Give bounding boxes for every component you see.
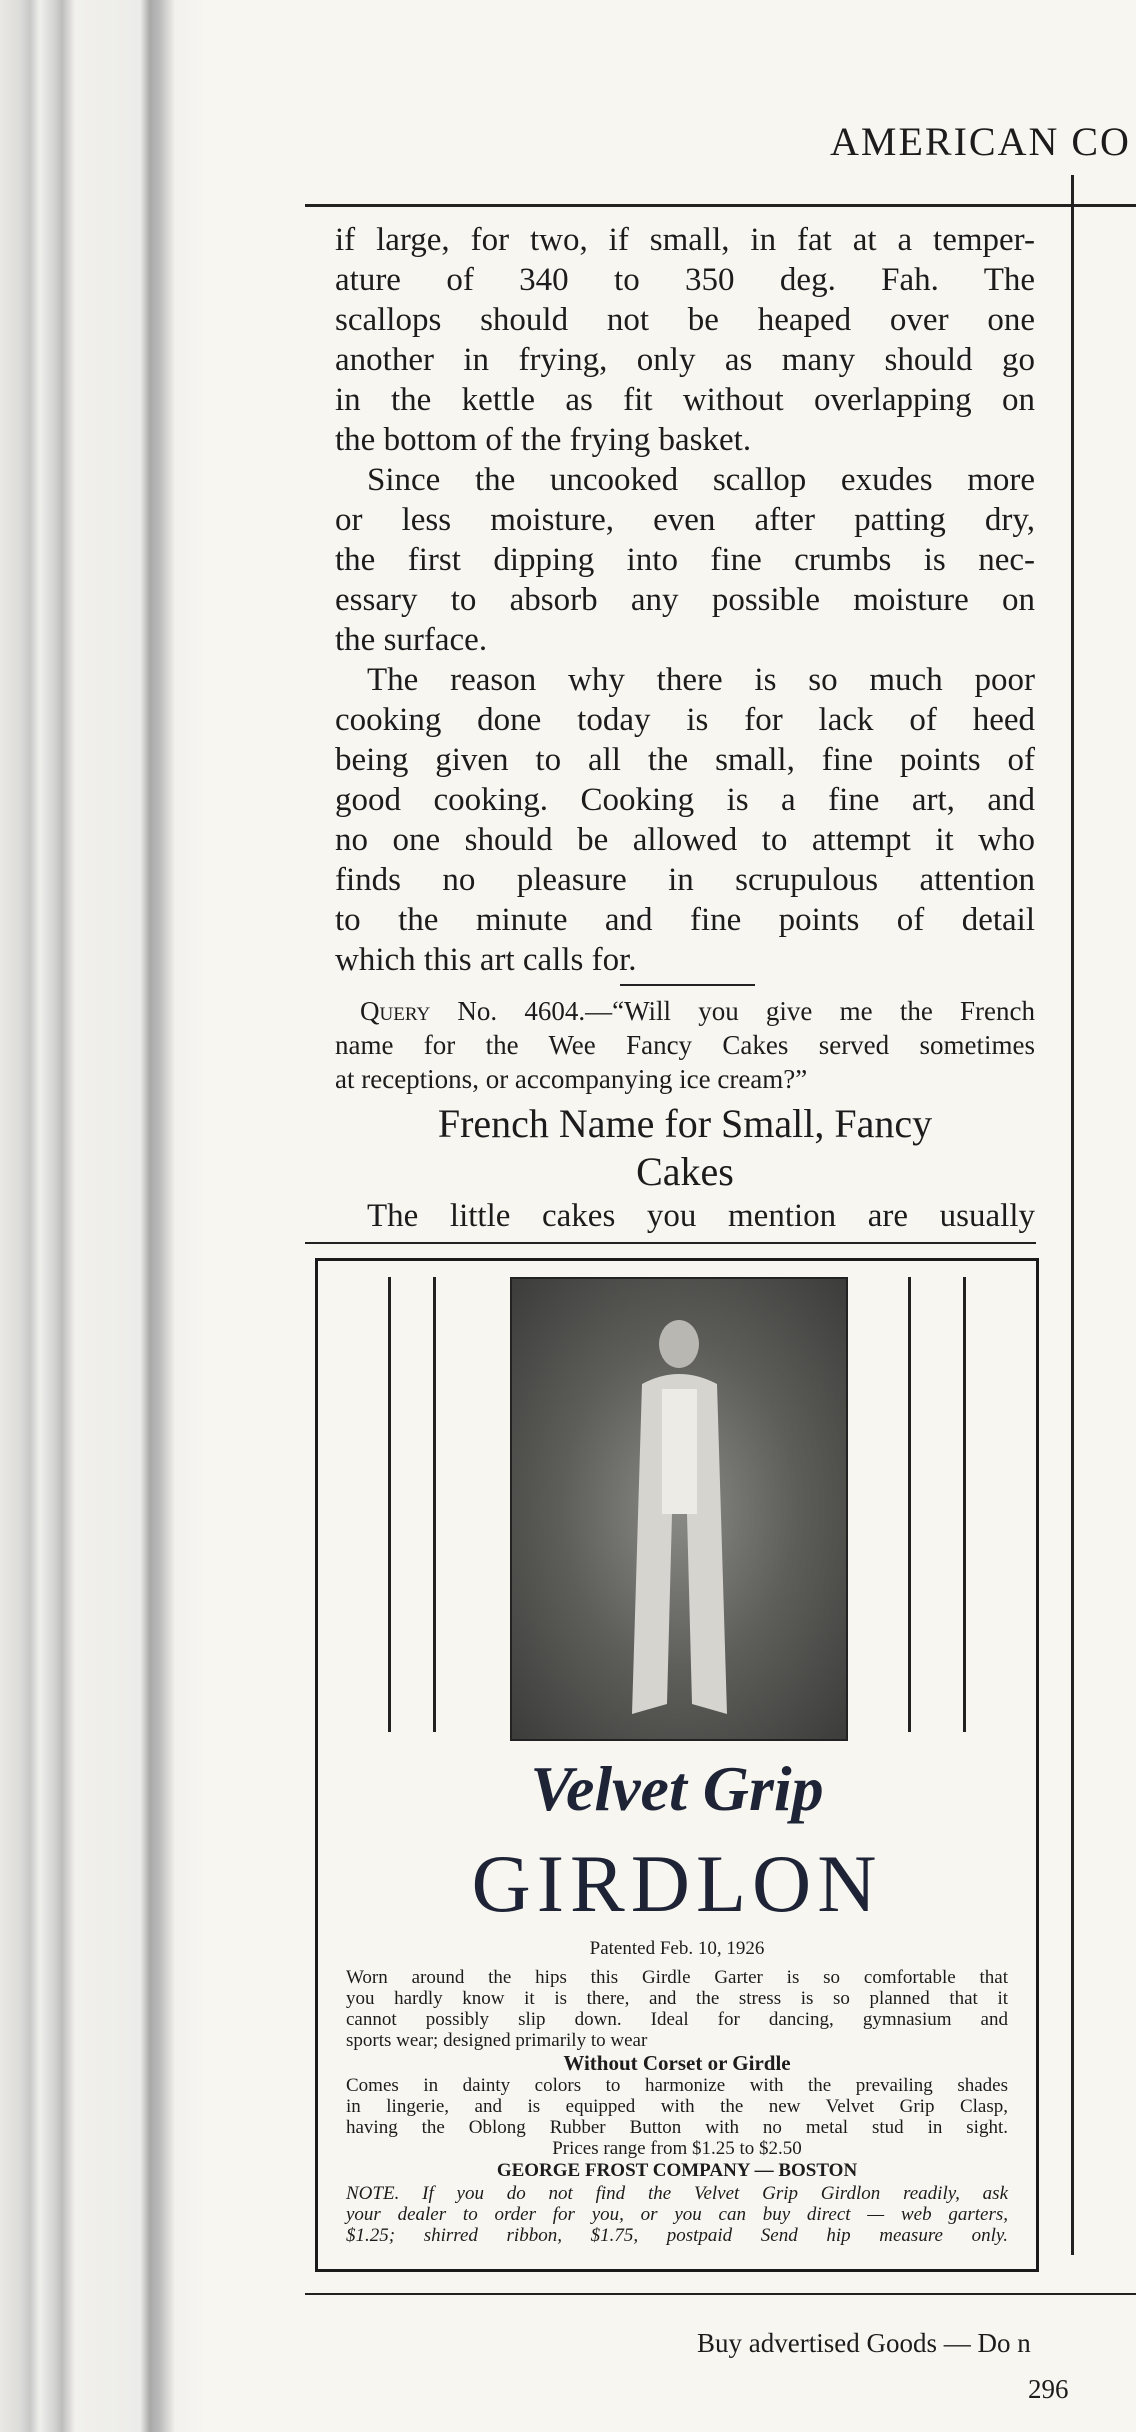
article-line: Since the uncooked scallop exudes more (367, 462, 1035, 498)
article-line: finds no pleasure in scrupulous attention (335, 862, 1035, 898)
article-line: another in frying, only as many should go (335, 342, 1035, 378)
article-line: good cooking. Cooking is a fine art, and (335, 782, 1035, 818)
article-line: being given to all the small, fine points of (335, 742, 1035, 778)
footer-rule (305, 2293, 1136, 2295)
article-line: ature of 340 to 350 deg. Fah. The (335, 262, 1035, 298)
article-line: the bottom of the frying basket. (335, 422, 752, 458)
decorative-line (433, 1277, 436, 1732)
article-line: or less moisture, even after patting dry, (335, 502, 1035, 538)
ad-prices: Prices range from $1.25 to $2.50 (552, 2138, 802, 2159)
ad-top-rule (305, 1242, 1036, 1244)
header-rule (305, 204, 1136, 207)
woman-figure-illustration (632, 1314, 727, 1724)
query-line: name for the Wee Fancy Cakes served sometimes (335, 1030, 1035, 1060)
article-line: if large, for two, if small, in fat at a temper- (335, 222, 1035, 258)
ad-emphasis: Without Corset or Girdle (563, 2051, 791, 2075)
footer-slogan: Buy advertised Goods — Do n (697, 2328, 1031, 2358)
article-line: scallops should not be heaped over one (335, 302, 1035, 338)
query-label: Query (360, 996, 431, 1026)
article-line: which this art calls for. (335, 942, 637, 978)
column-rule (1071, 175, 1074, 2255)
model-photo (510, 1277, 848, 1741)
ad-copy: Worn around the hips this Girdle Garter is so comfortable that you hardly know it is there, and the stress is so planned that it cannot possibly slip down. Ideal for dancing, gymnasium and sports wear; designed primarily to wear Without Corset or Girdle Comes in dainty colors to harmonize with the prevailing shades in lingerie, and is equipped with the new Velvet Grip Clasp, having the Oblong Rubber Button with no metal stud in sight. Prices range from $1.25 to $2.50 GEORGE FROST COMPANY — BOSTON NOTE. If you do not find the Velvet Grip Girdlon readily, ask your dealer to order for you, or you can buy direct — web garters, $1.25; shirred ribbon, $1.75, postpaid Send hip measure only. (346, 1967, 1008, 2246)
book-page-edges (0, 0, 205, 2432)
decorative-line (963, 1277, 966, 1732)
girdlon-advertisement (315, 1258, 1039, 2272)
decorative-line (388, 1277, 391, 1732)
article-line: no one should be allowed to attempt it who (335, 822, 1035, 858)
patent-date: Patented Feb. 10, 1926 (589, 1938, 765, 1959)
running-header: AMERICAN CO (830, 119, 1131, 164)
reader-query: Query No. 4604.—“Will you give me the French name for the Wee Fancy Cakes served sometimes at receptions, or accompanying ice cream?” (335, 996, 1035, 1094)
article-line: the first dipping into fine crumbs is nec- (335, 542, 1035, 578)
section-divider (620, 984, 755, 986)
page-number: 296 (1028, 2374, 1069, 2404)
article-body (335, 220, 1035, 980)
article-line: The reason why there is so much poor (367, 662, 1035, 698)
brand-name: GIRDLON (471, 1838, 883, 1929)
query-line: at receptions, or accompanying ice cream?” (335, 1064, 808, 1094)
section-heading: French Name for Small, Fancy Cakes (437, 1101, 933, 1194)
article-line: essary to absorb any possible moisture on (335, 582, 1035, 618)
velvet-grip-logo: Velvet Grip (530, 1753, 824, 1824)
article-line: to the minute and fine points of detail (335, 902, 1035, 938)
article-line: cooking done today is for lack of heed (335, 702, 1035, 738)
article-line: the surface. (335, 622, 488, 658)
article-line: in the kettle as fit without overlapping on (335, 382, 1035, 418)
decorative-line (908, 1277, 911, 1732)
lead-text: The little cakes you mention are usually (367, 1198, 1035, 1234)
ad-company: GEORGE FROST COMPANY — BOSTON (496, 2160, 858, 2181)
